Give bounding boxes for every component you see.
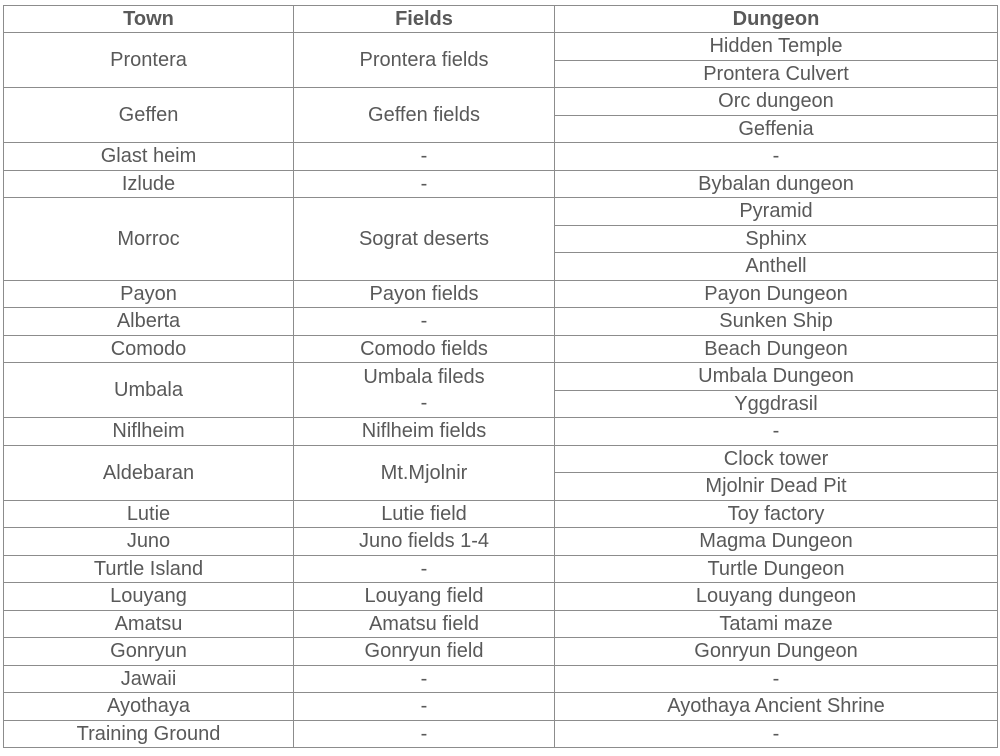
- table-row: [4, 720, 998, 748]
- fields-cell: [294, 555, 555, 583]
- header-town: Town: [4, 6, 294, 33]
- dungeon-cell: Pyramid: [555, 198, 998, 226]
- town-cell: Comodo: [4, 335, 294, 363]
- table-row: [4, 308, 998, 336]
- fields-cell: [294, 445, 555, 500]
- dungeon-cell: Bybalan dungeon: [555, 170, 998, 198]
- fields-cell: [294, 720, 555, 748]
- town-cell: Training Ground: [4, 720, 294, 748]
- town-cell: Ayothaya: [4, 693, 294, 721]
- dungeon-cell: Sphinx: [555, 225, 998, 253]
- dungeon-cell: Orc dungeon: [555, 88, 998, 116]
- dungeon-cell: Ayothaya Ancient Shrine: [555, 693, 998, 721]
- table-row: [4, 280, 998, 308]
- dungeon-cell: Turtle Dungeon: [555, 555, 998, 583]
- table-row: [4, 198, 998, 226]
- fields-cell: [294, 610, 555, 638]
- dungeon-cell: Hidden Temple: [555, 33, 998, 61]
- table-row: [4, 610, 998, 638]
- field-name: Lutie field: [381, 502, 467, 525]
- town-cell: Glast heim: [4, 143, 294, 171]
- town-cell: Gonryun: [4, 638, 294, 666]
- field-name: Payon fields: [369, 282, 479, 305]
- dungeon-cell: Umbala Dungeon: [555, 363, 998, 391]
- field-name: Juno fields 1-4: [358, 530, 490, 553]
- town-cell: Jawaii: [4, 665, 294, 693]
- field-name: -: [420, 722, 428, 745]
- dungeon-cell: -: [555, 665, 998, 693]
- fields-cell: [294, 280, 555, 308]
- field-name: Niflheim fields: [361, 420, 487, 443]
- field-name: -: [420, 172, 428, 195]
- dungeon-cell: Beach Dungeon: [555, 335, 998, 363]
- table-row: [4, 33, 998, 61]
- town-cell: Amatsu: [4, 610, 294, 638]
- field-name: Umbala fileds: [363, 366, 485, 388]
- table-row: [4, 335, 998, 363]
- field-name: -: [420, 145, 428, 168]
- town-fields-dungeon-table: [3, 5, 998, 748]
- town-cell: Payon: [4, 280, 294, 308]
- field-name: -: [420, 667, 428, 690]
- town-cell: Prontera: [4, 33, 294, 88]
- field-name: Amatsu field: [368, 612, 480, 635]
- table-row: [4, 665, 998, 693]
- dungeon-cell: Gonryun Dungeon: [555, 638, 998, 666]
- field-name: Geffen fields: [368, 104, 480, 126]
- table-row: [4, 528, 998, 556]
- fields-cell: [294, 363, 555, 418]
- header-dungeon: Dungeon: [555, 6, 998, 33]
- fields-cell: [294, 335, 555, 363]
- town-cell: Umbala: [4, 363, 294, 418]
- dungeon-cell: Clock tower: [555, 445, 998, 473]
- table-row: [4, 363, 998, 391]
- dungeon-cell: Mjolnir Dead Pit: [555, 473, 998, 501]
- table-row: [4, 170, 998, 198]
- dungeon-cell: Payon Dungeon: [555, 280, 998, 308]
- field-name: Louyang field: [364, 585, 484, 608]
- field-name: -: [420, 557, 428, 580]
- dungeon-cell: -: [555, 418, 998, 446]
- town-cell: Morroc: [4, 198, 294, 281]
- fields-cell: [294, 583, 555, 611]
- header-row: [4, 6, 998, 33]
- table-row: [4, 143, 998, 171]
- field-name: -: [420, 695, 428, 718]
- dungeon-cell: Sunken Ship: [555, 308, 998, 336]
- dungeon-cell: -: [555, 143, 998, 171]
- fields-cell: [294, 665, 555, 693]
- fields-cell: [294, 308, 555, 336]
- field-name: Gonryun field: [364, 640, 484, 663]
- town-cell: Aldebaran: [4, 445, 294, 500]
- fields-cell: [294, 638, 555, 666]
- fields-cell: [294, 143, 555, 171]
- fields-cell: [294, 198, 555, 281]
- table-row: [4, 638, 998, 666]
- field-name: Mt.Mjolnir: [380, 461, 468, 484]
- town-cell: Geffen: [4, 88, 294, 143]
- fields-cell: [294, 693, 555, 721]
- table-row: [4, 555, 998, 583]
- field-name: Comodo fields: [360, 337, 488, 360]
- fields-cell: [294, 500, 555, 528]
- town-cell: Alberta: [4, 308, 294, 336]
- table-row: [4, 445, 998, 473]
- fields-cell: [294, 88, 555, 143]
- dungeon-cell: Magma Dungeon: [555, 528, 998, 556]
- fields-cell: [294, 418, 555, 446]
- town-cell: Izlude: [4, 170, 294, 198]
- dungeon-cell: Louyang dungeon: [555, 583, 998, 611]
- town-cell: Lutie: [4, 500, 294, 528]
- fields-cell: [294, 528, 555, 556]
- table-row: [4, 418, 998, 446]
- dungeon-cell: Prontera Culvert: [555, 60, 998, 88]
- fields-cell: [294, 33, 555, 88]
- table-row: [4, 88, 998, 116]
- table-row: [4, 583, 998, 611]
- dungeon-cell: Toy factory: [555, 500, 998, 528]
- table-body: [4, 33, 998, 748]
- table-row: [4, 500, 998, 528]
- town-cell: Juno: [4, 528, 294, 556]
- dungeon-cell: Tatami maze: [555, 610, 998, 638]
- dungeon-cell: -: [555, 720, 998, 748]
- field-name: -: [420, 310, 428, 333]
- field-name: Prontera fields: [359, 49, 489, 71]
- dungeon-cell: Anthell: [555, 253, 998, 281]
- dungeon-cell: Geffenia: [555, 115, 998, 143]
- town-cell: Louyang: [4, 583, 294, 611]
- field-name: -: [420, 392, 428, 414]
- dungeon-cell: Yggdrasil: [555, 390, 998, 418]
- header-fields: Fields: [294, 6, 555, 33]
- table-row: [4, 693, 998, 721]
- town-cell: Niflheim: [4, 418, 294, 446]
- town-cell: Turtle Island: [4, 555, 294, 583]
- fields-cell: [294, 170, 555, 198]
- field-name: Sograt deserts: [358, 227, 490, 250]
